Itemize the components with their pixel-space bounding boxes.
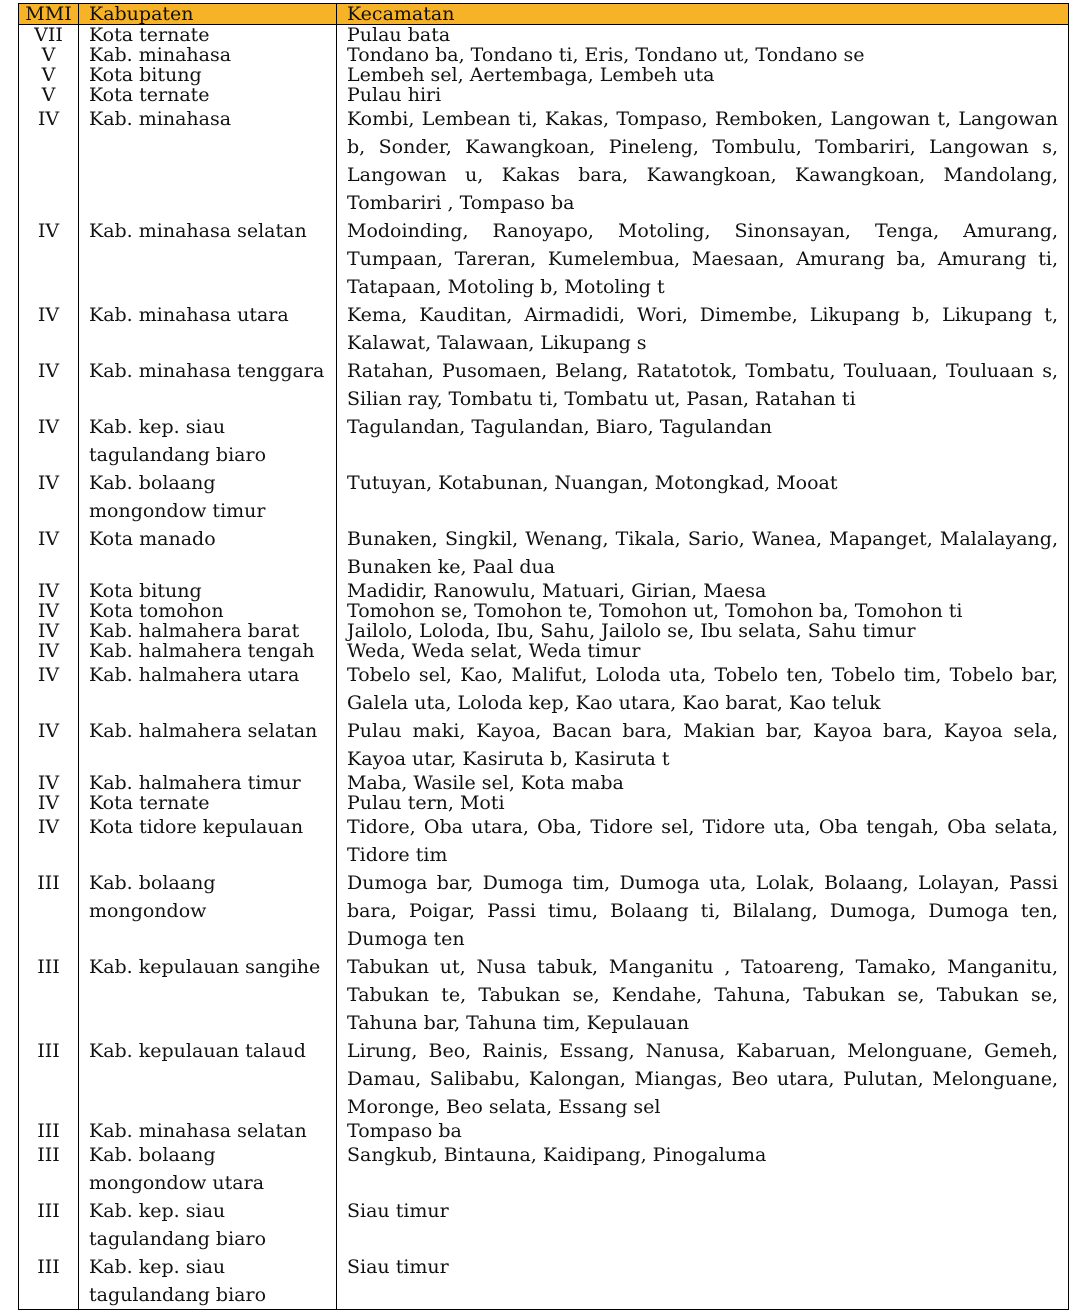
header-kabupaten: Kabupaten — [79, 4, 337, 25]
cell-mmi: IV — [19, 601, 79, 621]
cell-kecamatan: Tompaso ba — [337, 1121, 1069, 1141]
cell-mmi: IV — [19, 581, 79, 601]
cell-kecamatan: Dumoga bar, Dumoga tim, Dumoga uta, Lolak, Bolaang, Lolayan, Passi bara, Poigar, Passi timu, Bolaang ti, Bilalang, Dumoga, Dumoga ten, Dumoga ten — [337, 869, 1069, 953]
cell-kecamatan: Tutuyan, Kotabunan, Nuangan, Motongkad, Mooat — [337, 469, 1069, 525]
table-row — [19, 1141, 1069, 1197]
cell-mmi: III — [19, 869, 79, 953]
cell-kabupaten: Kab. kep. siau tagulandang biaro — [79, 413, 337, 469]
table-row — [19, 869, 1069, 953]
cell-kabupaten: Kab. halmahera selatan — [79, 717, 337, 773]
table-row — [19, 1197, 1069, 1253]
cell-kecamatan: Weda, Weda selat, Weda timur — [337, 641, 1069, 661]
table-row — [19, 1121, 1069, 1141]
cell-kabupaten: Kab. halmahera utara — [79, 661, 337, 717]
cell-kecamatan: Tondano ba, Tondano ti, Eris, Tondano ut, Tondano se — [337, 45, 1069, 65]
cell-kecamatan: Pulau hiri — [337, 85, 1069, 105]
cell-kecamatan: Bunaken, Singkil, Wenang, Tikala, Sario, Wanea, Mapanget, Malalayang, Bunaken ke, Paal dua — [337, 525, 1069, 581]
table-row — [19, 641, 1069, 661]
table-row — [19, 1037, 1069, 1121]
cell-mmi: IV — [19, 217, 79, 301]
table-row — [19, 301, 1069, 357]
table-row — [19, 581, 1069, 601]
cell-kecamatan: Jailolo, Loloda, Ibu, Sahu, Jailolo se, Ibu selata, Sahu timur — [337, 621, 1069, 641]
cell-mmi: IV — [19, 661, 79, 717]
cell-kabupaten: Kab. bolaang mongondow — [79, 869, 337, 953]
cell-mmi: III — [19, 1141, 79, 1197]
cell-kecamatan: Tobelo sel, Kao, Malifut, Loloda uta, Tobelo ten, Tobelo tim, Tobelo bar, Galela uta, Loloda kep, Kao utara, Kao barat, Kao teluk — [337, 661, 1069, 717]
cell-mmi: III — [19, 1037, 79, 1121]
cell-kecamatan: Siau timur — [337, 1197, 1069, 1253]
table-row — [19, 525, 1069, 581]
table-row — [19, 469, 1069, 525]
cell-kabupaten: Kota ternate — [79, 25, 337, 46]
table-row — [19, 953, 1069, 1037]
cell-kecamatan: Madidir, Ranowulu, Matuari, Girian, Maesa — [337, 581, 1069, 601]
table-row — [19, 65, 1069, 85]
cell-kecamatan: Kombi, Lembean ti, Kakas, Tompaso, Remboken, Langowan t, Langowan b, Sonder, Kawangkoan, Pineleng, Tombulu, Tombariri, Langowan s, Langowan u, Kakas bara, Kawangkoan, Kawangkoan, Mandolang, Tombariri , Tompaso ba — [337, 105, 1069, 217]
table-row — [19, 773, 1069, 793]
cell-kabupaten: Kab. minahasa selatan — [79, 1121, 337, 1141]
cell-kecamatan: Sangkub, Bintauna, Kaidipang, Pinogaluma — [337, 1141, 1069, 1197]
cell-mmi: IV — [19, 621, 79, 641]
cell-kecamatan: Tagulandan, Tagulandan, Biaro, Tagulandan — [337, 413, 1069, 469]
cell-mmi: IV — [19, 525, 79, 581]
cell-kabupaten: Kab. halmahera tengah — [79, 641, 337, 661]
table-row — [19, 105, 1069, 217]
table-row — [19, 793, 1069, 813]
cell-kabupaten: Kota ternate — [79, 85, 337, 105]
cell-kabupaten: Kota ternate — [79, 793, 337, 813]
cell-mmi: IV — [19, 105, 79, 217]
mmi-table — [18, 3, 1069, 1310]
cell-mmi: IV — [19, 469, 79, 525]
cell-mmi: IV — [19, 301, 79, 357]
cell-mmi: III — [19, 1253, 79, 1310]
cell-kabupaten: Kota tomohon — [79, 601, 337, 621]
table-row — [19, 413, 1069, 469]
cell-mmi: III — [19, 1197, 79, 1253]
cell-mmi: IV — [19, 773, 79, 793]
cell-kecamatan: Lirung, Beo, Rainis, Essang, Nanusa, Kabaruan, Melonguane, Gemeh, Damau, Salibabu, Kalongan, Miangas, Beo utara, Pulutan, Melonguane, Moronge, Beo selata, Essang sel — [337, 1037, 1069, 1121]
cell-mmi: V — [19, 45, 79, 65]
cell-kecamatan: Pulau maki, Kayoa, Bacan bara, Makian bar, Kayoa bara, Kayoa sela, Kayoa utar, Kasiruta b, Kasiruta t — [337, 717, 1069, 773]
table-row — [19, 357, 1069, 413]
cell-kabupaten: Kab. kepulauan sangihe — [79, 953, 337, 1037]
table-row — [19, 25, 1069, 46]
cell-kabupaten: Kab. kep. siau tagulandang biaro — [79, 1253, 337, 1310]
table-row — [19, 217, 1069, 301]
cell-kabupaten: Kab. halmahera timur — [79, 773, 337, 793]
cell-mmi: III — [19, 1121, 79, 1141]
cell-kabupaten: Kab. minahasa — [79, 45, 337, 65]
table-row — [19, 1253, 1069, 1310]
cell-kabupaten: Kab. bolaang mongondow timur — [79, 469, 337, 525]
cell-mmi: V — [19, 65, 79, 85]
cell-kabupaten: Kab. minahasa utara — [79, 301, 337, 357]
cell-kabupaten: Kota bitung — [79, 65, 337, 85]
cell-kabupaten: Kab. bolaang mongondow utara — [79, 1141, 337, 1197]
cell-mmi: IV — [19, 717, 79, 773]
cell-kecamatan: Tidore, Oba utara, Oba, Tidore sel, Tidore uta, Oba tengah, Oba selata, Tidore tim — [337, 813, 1069, 869]
cell-kabupaten: Kota tidore kepulauan — [79, 813, 337, 869]
table-row — [19, 601, 1069, 621]
cell-kecamatan: Siau timur — [337, 1253, 1069, 1310]
table-row — [19, 621, 1069, 641]
cell-kabupaten: Kab. kepulauan talaud — [79, 1037, 337, 1121]
cell-kecamatan: Modoinding, Ranoyapo, Motoling, Sinonsayan, Tenga, Amurang, Tumpaan, Tareran, Kumelembua, Maesaan, Amurang ba, Amurang ti, Tatapaan, Motoling b, Motoling t — [337, 217, 1069, 301]
table-row — [19, 661, 1069, 717]
table-body — [19, 25, 1069, 1310]
cell-mmi: V — [19, 85, 79, 105]
cell-mmi: IV — [19, 357, 79, 413]
cell-mmi: IV — [19, 813, 79, 869]
cell-kecamatan: Kema, Kauditan, Airmadidi, Wori, Dimembe, Likupang b, Likupang t, Kalawat, Talawaan, Likupang s — [337, 301, 1069, 357]
cell-mmi: VII — [19, 25, 79, 46]
cell-kecamatan: Lembeh sel, Aertembaga, Lembeh uta — [337, 65, 1069, 85]
cell-kabupaten: Kab. minahasa selatan — [79, 217, 337, 301]
cell-kecamatan: Pulau bata — [337, 25, 1069, 46]
header-kecamatan: Kecamatan — [337, 4, 1069, 25]
cell-kabupaten: Kab. kep. siau tagulandang biaro — [79, 1197, 337, 1253]
cell-kabupaten: Kab. minahasa tenggara — [79, 357, 337, 413]
table-header — [19, 4, 1069, 25]
cell-kabupaten: Kota manado — [79, 525, 337, 581]
header-mmi: MMI — [19, 4, 79, 25]
table-row — [19, 45, 1069, 65]
cell-kabupaten: Kab. halmahera barat — [79, 621, 337, 641]
cell-kabupaten: Kota bitung — [79, 581, 337, 601]
table-row — [19, 717, 1069, 773]
cell-kecamatan: Maba, Wasile sel, Kota maba — [337, 773, 1069, 793]
cell-mmi: IV — [19, 641, 79, 661]
cell-kabupaten: Kab. minahasa — [79, 105, 337, 217]
cell-mmi: IV — [19, 413, 79, 469]
cell-kecamatan: Tomohon se, Tomohon te, Tomohon ut, Tomohon ba, Tomohon ti — [337, 601, 1069, 621]
header-row — [19, 4, 1069, 25]
cell-mmi: IV — [19, 793, 79, 813]
cell-kecamatan: Pulau tern, Moti — [337, 793, 1069, 813]
cell-mmi: III — [19, 953, 79, 1037]
table-row — [19, 85, 1069, 105]
table-row — [19, 813, 1069, 869]
cell-kecamatan: Tabukan ut, Nusa tabuk, Manganitu , Tatoareng, Tamako, Manganitu, Tabukan te, Tabukan se, Kendahe, Tahuna, Tabukan se, Tabukan se, Tahuna bar, Tahuna tim, Kepulauan — [337, 953, 1069, 1037]
cell-kecamatan: Ratahan, Pusomaen, Belang, Ratatotok, Tombatu, Touluaan, Touluaan s, Silian ray, Tombatu ti, Tombatu ut, Pasan, Ratahan ti — [337, 357, 1069, 413]
